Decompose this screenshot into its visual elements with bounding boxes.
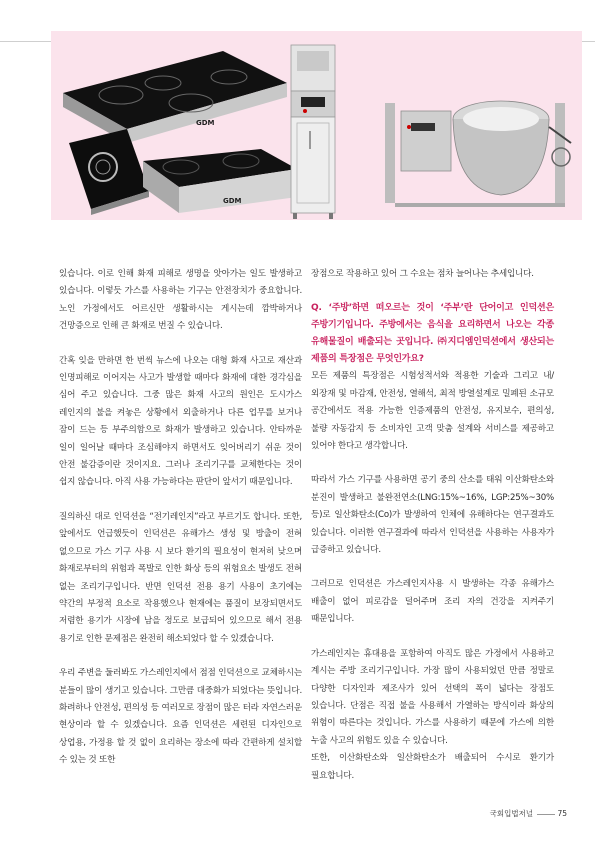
paragraph: 우리 주변을 둘러봐도 가스레인지에서 점점 인덕션으로 교체하시는 분들이 많이 생기고 있습니다. 그만큼 대중화가 되었다는 뜻입니다. 화려하나 안전성, 편의성 등 여러모로 장점이 많은 터라 자연스러운 현상이라 할 수 있겠습니다. 요즘 인덕션은 세련된 디자인으로 상업용, 가정용 할 것 없이 요리하는 장소에 따라 간편하게 설치할 수 있는 것 또한 — [59, 668, 302, 766]
page-footer — [490, 808, 567, 819]
induction-cooktop-single — [69, 129, 149, 215]
induction-cooktop-large — [63, 51, 287, 143]
journal-name: 국회입법저널 — [489, 809, 534, 818]
paragraph: 있습니다. 이로 인해 화재 피해로 생명을 앗아가는 일도 발생하고 있습니다. 이렇듯 가스를 사용하는 기구는 안전장치가 중요합니다. 노인 가정에서도 어르신만 생활하시는 게시는데 깜박하거나 건망증으로 인해 큰 화재로 번질 수 있습니다. — [59, 269, 302, 332]
paragraph: 가스레인지는 휴대용을 포함하여 아직도 많은 가정에서 사용하고 계시는 주방 조리기구입니다. 가장 많이 사용되었던 만큼 정말로 다양한 디자인과 제조사가 있어 선택의 폭이 넓다는 장점도 있습니다. 단점은 직접 불을 사용해서 가열하는 방식이라 화상의 위험이 따른다는 것입니다. 가스를 사용하기 때문에 가스에 의한 누출 사고의 위험도 있을 수 있습니다. — [311, 648, 554, 746]
commercial-fryer — [291, 45, 335, 219]
paragraph: 따라서 가스 기구를 사용하면 공기 중의 산소를 태워 이산화탄소와 분진이 발생하고 불완전연소(LNG:15%~16%, LGP:25%~30% 등)로 일산화탄소(Co)가 발생하여 인체에 유해하다는 연구결과도 있습니다. 이러한 연구결과에 따라서 인덕션을 사용하는 사용자가 급증하고 있습니다. — [311, 475, 554, 556]
tilting-kettle — [385, 101, 571, 207]
product-photos — [51, 31, 582, 220]
page-number: 75 — [557, 809, 567, 818]
brand-label-right: GDM — [223, 197, 242, 205]
paragraph: 장점으로 작용하고 있어 그 수요는 점차 늘어나는 추세입니다. — [311, 269, 534, 279]
footer-rule — [537, 814, 555, 815]
induction-cooktop-double — [143, 149, 297, 213]
brand-label-left: GDM — [196, 119, 215, 127]
product-photo-banner — [51, 31, 582, 220]
left-column — [59, 266, 302, 770]
paragraph: 또한, 이산화탄소와 일산화탄소가 배출되어 수시로 환기가 필요합니다. — [311, 753, 554, 781]
paragraph: 그러므로 인덕션은 가스레인지사용 시 발생하는 각종 유해가스 배출이 없어 피로감을 덜어주며 조리 자의 건강을 지켜주기 때문입니다. — [311, 579, 554, 625]
paragraph: 간혹 잊을 만하면 한 번씩 뉴스에 나오는 대형 화재 사고로 재산과 인명피해로 이어지는 사고가 발생할 때마다 화재에 대한 경각심을 심어 주고 있습니다. 그중 많은 화재 사고의 원인은 도시가스 레인지의 불을 켜놓은 상황에서 외출하거나 다른 업무를 보거나 잠이 드는 등 부주의함으로 화재가 발생하고 있습니다. 안타까운 일이 일어날 때마다 조심해야지 하면서도 잊어버리기 쉬운 것이 안전 불감증이란 것이지요. 그러나 조리기구를 교체한다는 것이 쉽지 않습니다. 아직 사용 가능하다는 판단이 앞서기 때문입니다. — [59, 355, 302, 488]
interview-question: Q. ‘주방’하면 떠오르는 것이 ‘주부’란 단어이고 인덕션은 주방기기입니다. 주방에서는 음식을 요리하면서 나오는 각종 유해물질이 배출되는 곳입니다. ㈜지디엠인덕션에서 생산되는 제품의 특장점은 무엇인가요? — [311, 303, 554, 365]
right-column — [311, 266, 554, 785]
paragraph: 질의하신 대로 인덕션을 “전기레인지”라고 부르기도 합니다. 또한, 앞에서도 언급했듯이 인덕션은 유해가스 생성 및 방출이 전혀 없으므로 가스 기구 사용 시 보다 환기의 필요성이 현저히 낮으며 화재로부터의 위험과 폭발로 인한 화상 등의 위험요소 발생도 전혀 없는 조리기구입니다. 반면 인덕션 전용 용기 사용이 초기에는 약간의 부정적 요소로 작용했으나 현재에는 품질이 보장되면서도 저렴한 용기가 시장에 남을 정도로 보급되어 있으므로 해서 전용 용기로 인한 문제점은 완전히 해소되었다 할 수 있겠습니다. — [59, 511, 302, 644]
paragraph: 모든 제품의 특장점은 시험성적서와 적용한 기술과 그리고 내/외장재 및 마감재, 안전성, 열해석, 최적 방열설계로 밀폐된 소규모 공간에서도 적용 가능한 인증제품의 안전성, 유지보수, 편의성, 불량 자동감지 등 소비자인 고객 맞춤 설계와 서비스를 제공하고 있어야 한다고 생각합니다. — [311, 371, 554, 452]
